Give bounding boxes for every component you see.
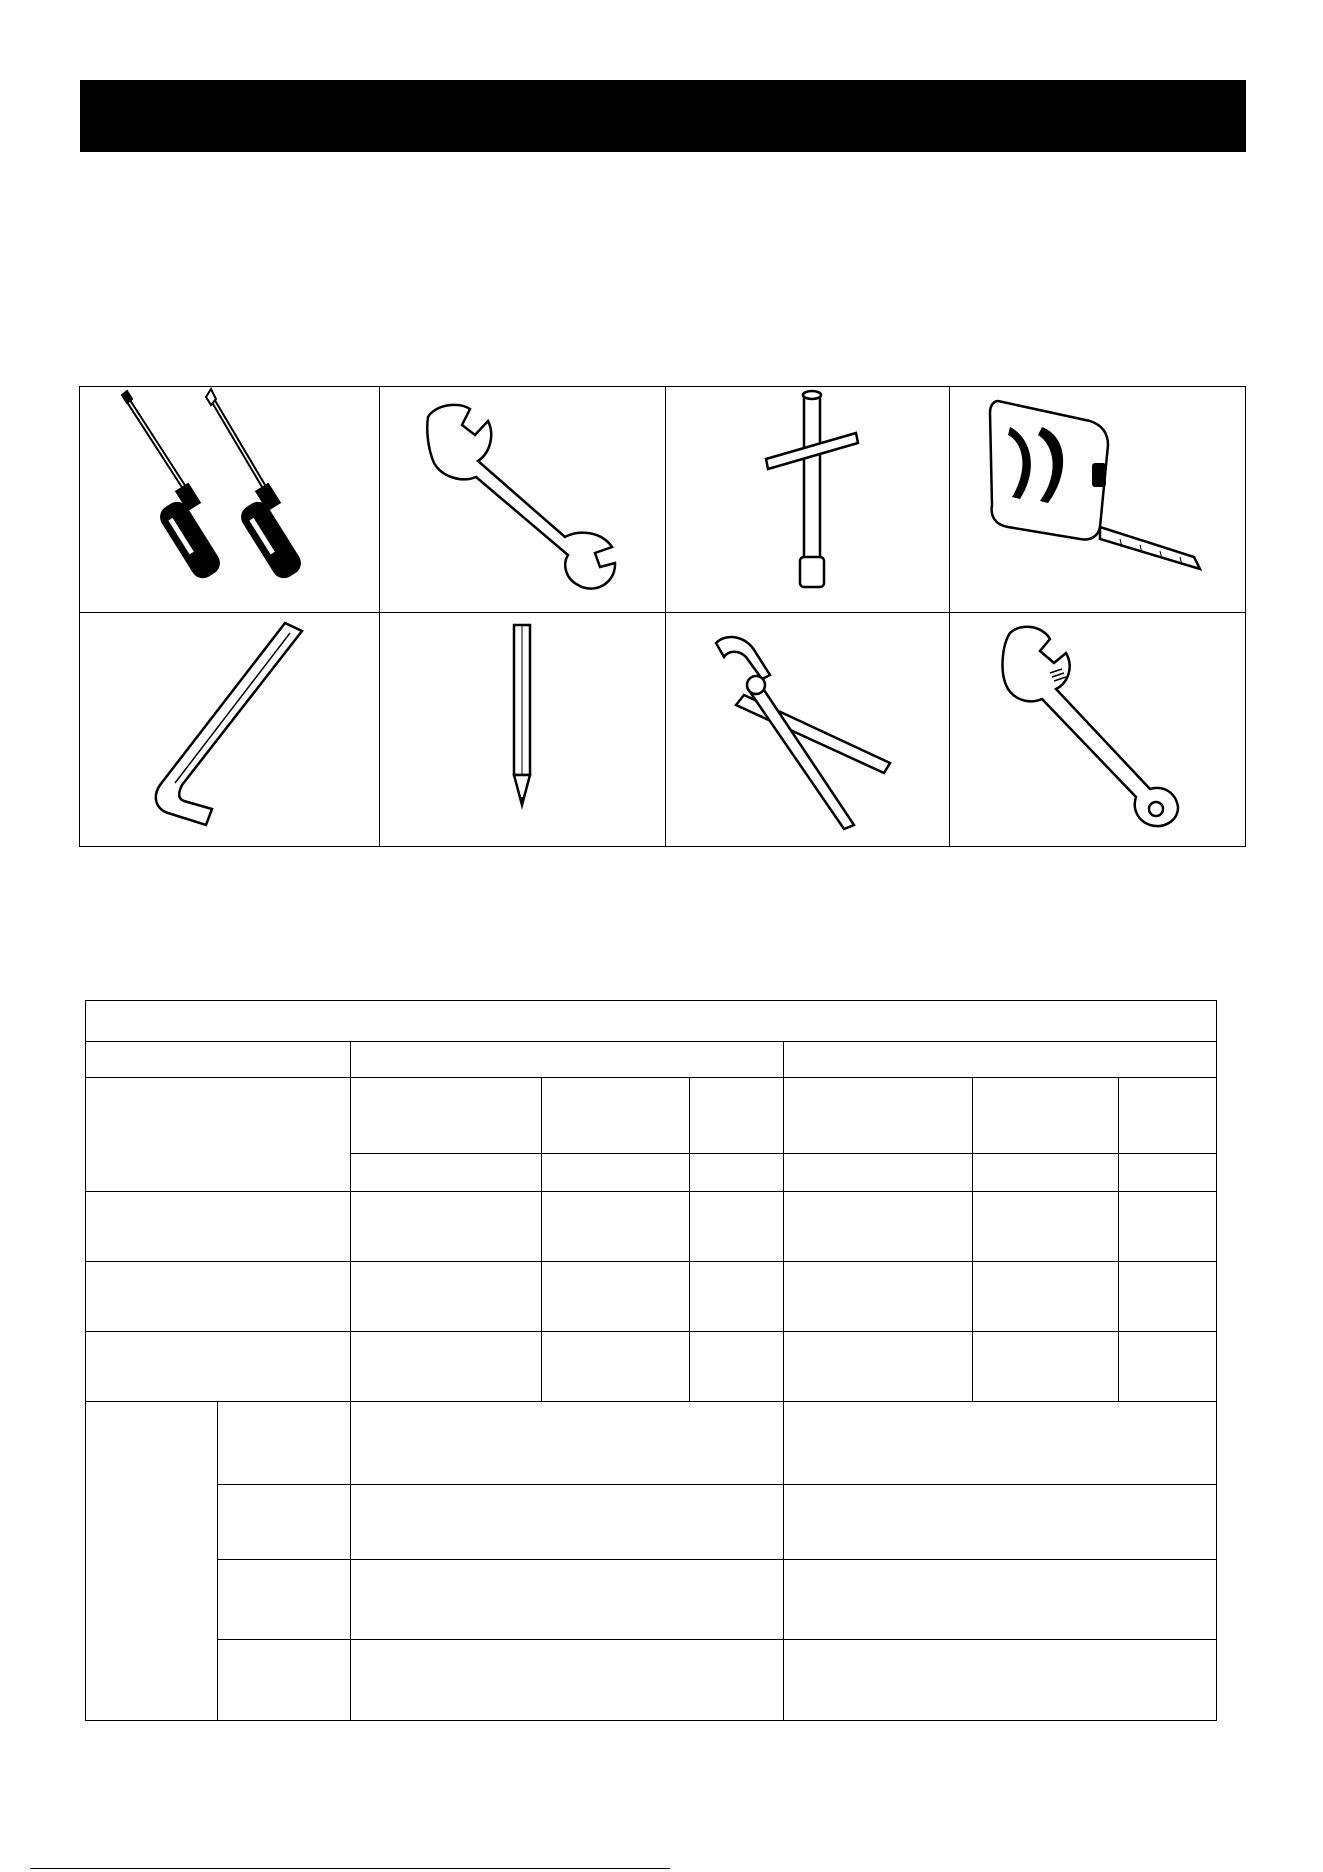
hex-key-icon: [80, 613, 380, 847]
table-rule: [86, 1401, 1216, 1402]
table-rule: [972, 1077, 973, 1401]
spec-table: [85, 1000, 1217, 1721]
tool-cell-screwdrivers: [80, 387, 380, 613]
tape-measure-icon: [950, 387, 1246, 613]
table-rule: [350, 1041, 351, 1720]
table-rule: [689, 1077, 690, 1401]
table-rule: [86, 1077, 1216, 1078]
table-rule: [86, 1261, 1216, 1262]
header-bar: [80, 80, 1246, 152]
open-end-wrench-icon: [380, 387, 666, 613]
table-rule: [541, 1077, 542, 1401]
tool-cell-pliers: [666, 613, 950, 847]
table-rule: [1118, 1077, 1119, 1401]
pliers-icon: [666, 613, 950, 847]
table-rule: [86, 1331, 1216, 1332]
table-rule: [217, 1639, 1216, 1640]
table-rule: [86, 1191, 1216, 1192]
table-rule: [86, 1041, 1216, 1042]
tool-cell-box-wrench: [666, 387, 950, 613]
adjustable-wrench-icon: [950, 613, 1246, 847]
tool-cell-adjustable-wrench: [950, 613, 1246, 847]
table-rule: [217, 1559, 1216, 1560]
screwdriver-pair-icon: [80, 387, 380, 613]
tool-cell-open-end-wrench: [380, 387, 666, 613]
table-rule: [783, 1041, 784, 1720]
tools-grid: [79, 386, 1246, 847]
table-rule: [217, 1401, 218, 1720]
tool-cell-hex-key: [80, 613, 380, 847]
footer-rule: [30, 1868, 670, 1869]
tool-cell-tape-measure: [950, 387, 1246, 613]
t-box-wrench-icon: [666, 387, 950, 613]
pencil-icon: [380, 613, 666, 847]
table-rule: [217, 1484, 1216, 1485]
tool-cell-pencil: [380, 613, 666, 847]
